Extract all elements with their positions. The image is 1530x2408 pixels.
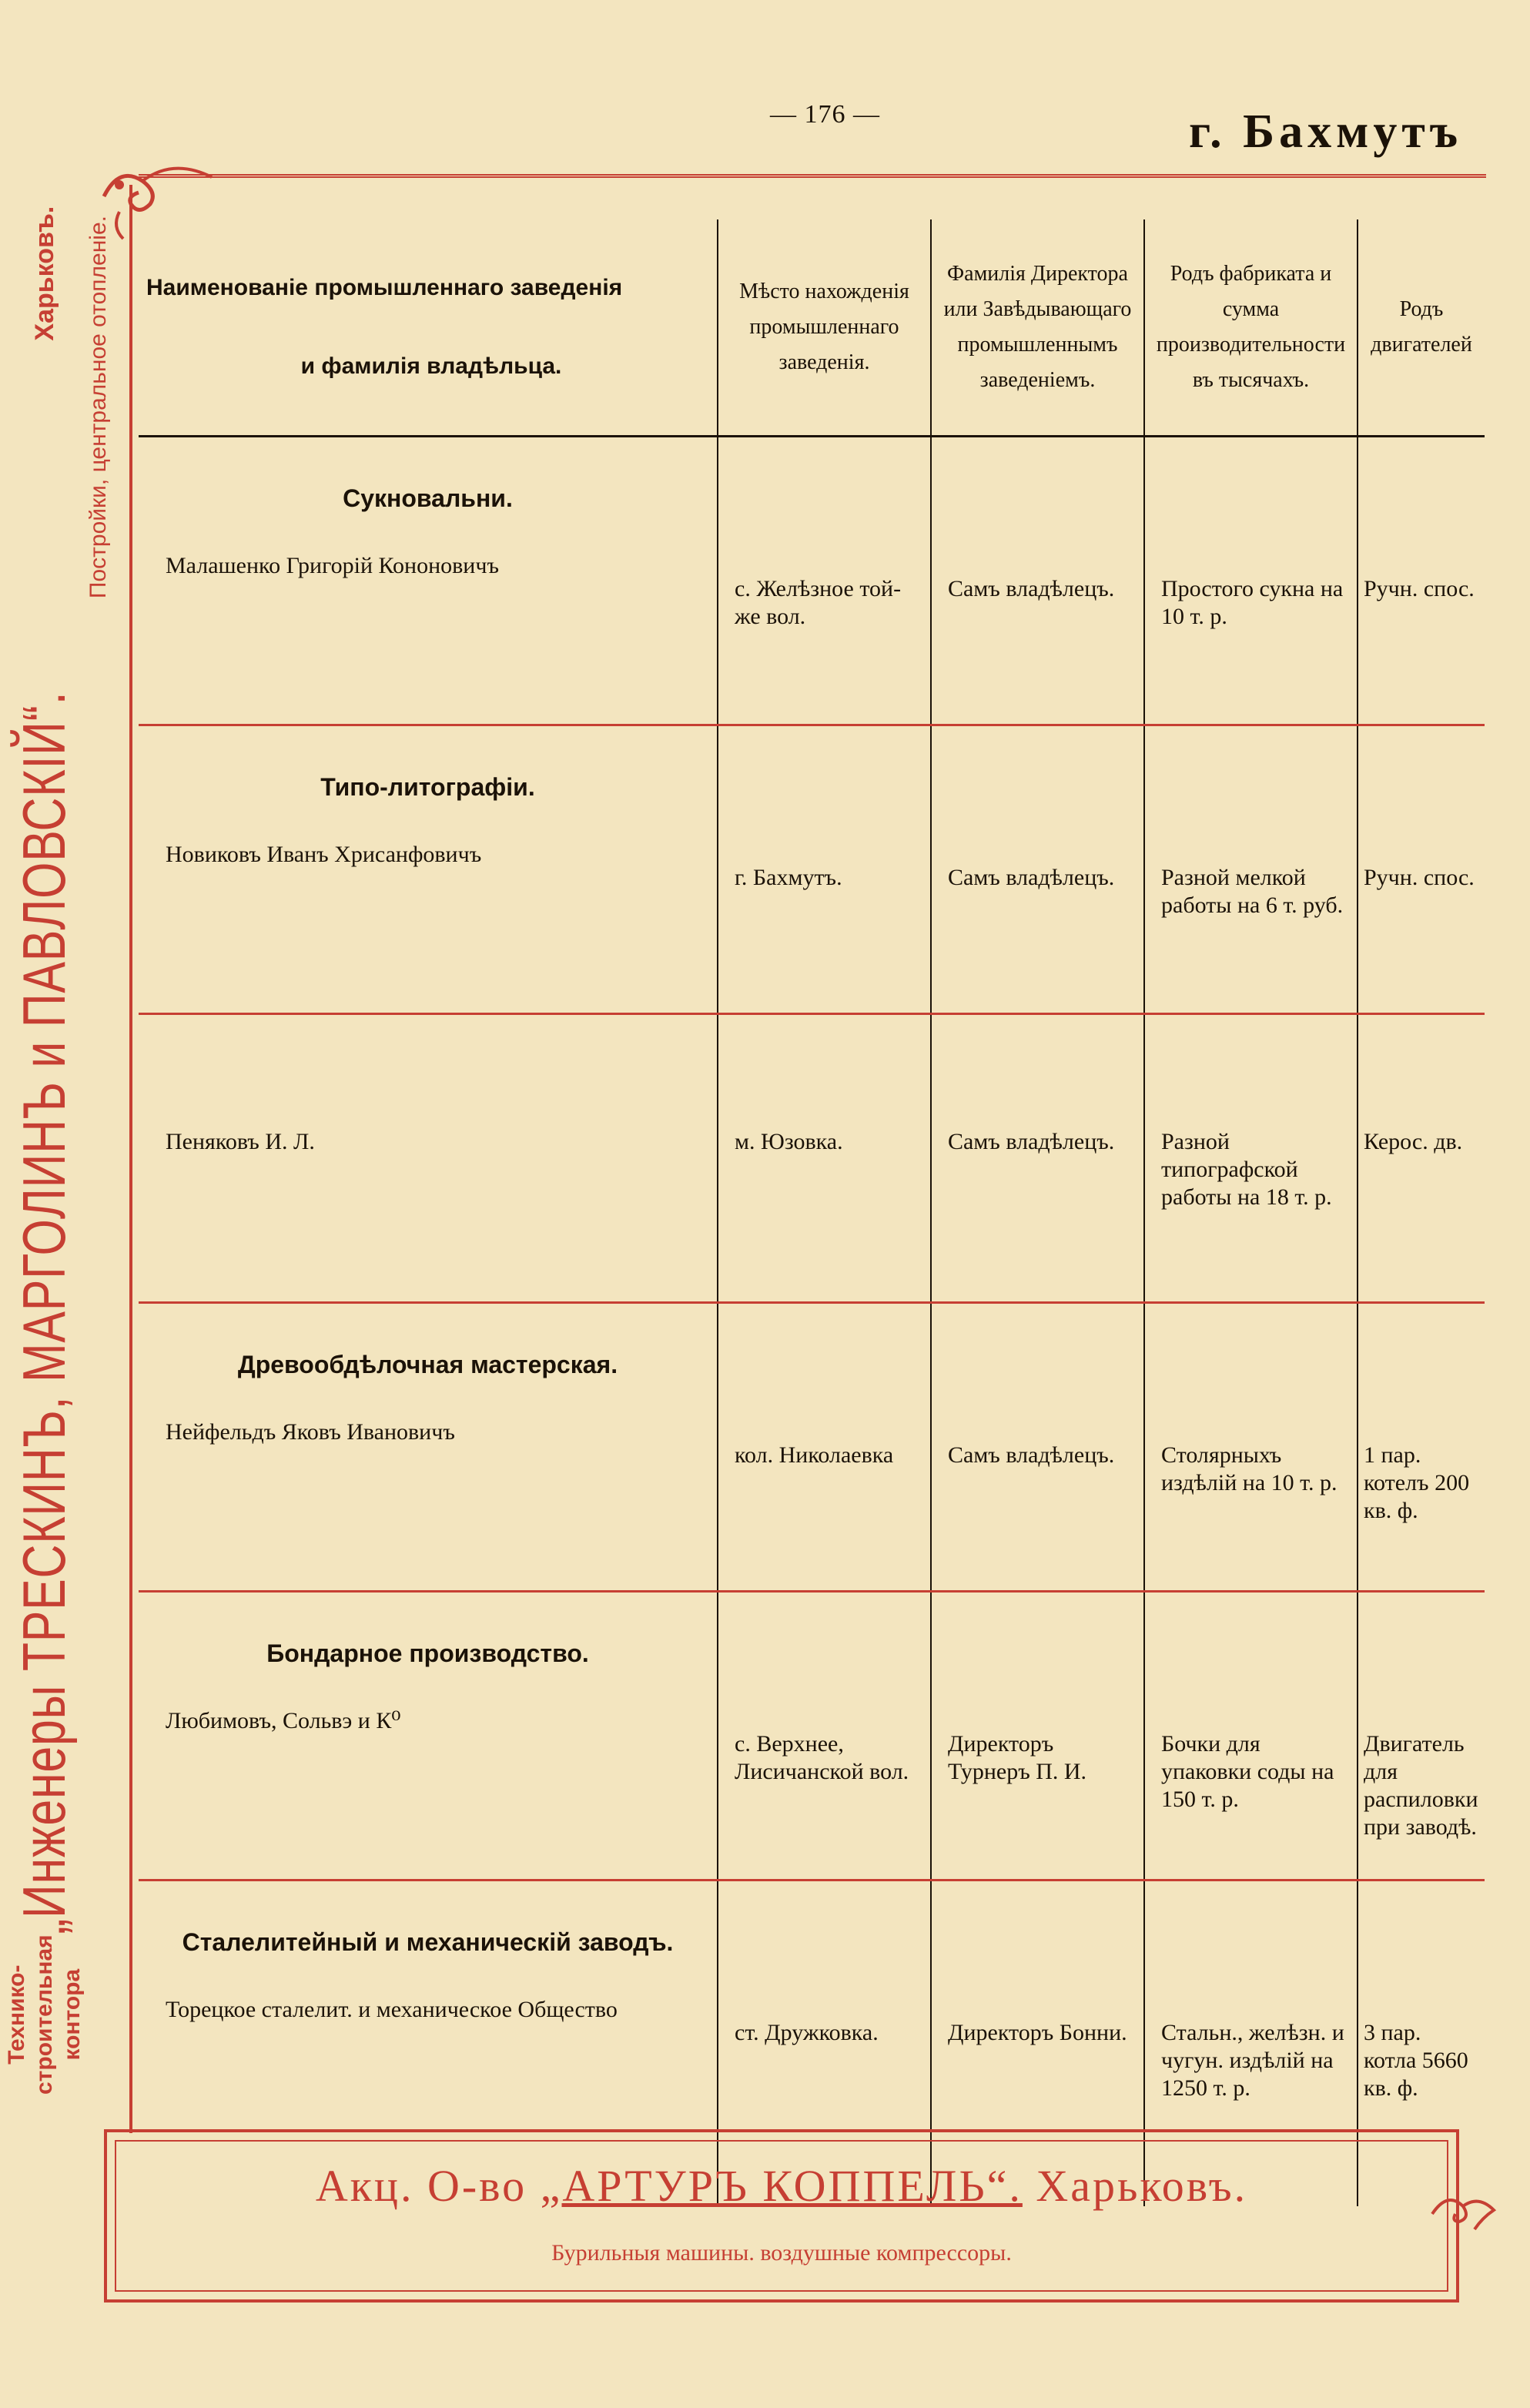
engine-cell: Керос. дв.	[1364, 1129, 1463, 1154]
section-title: Бондарное производство.	[266, 1639, 589, 1667]
director-cell: Директоръ Турнеръ П. И.	[948, 1731, 1087, 1784]
side-advertisement	[3, 206, 116, 2095]
side-ad-city: Харьковъ.	[29, 206, 59, 341]
bottom-ad-products: Бурильныя машины. воздушные компрессоры.	[551, 2240, 1012, 2266]
side-ad-services: Постройки, центральное отопленiе.	[85, 216, 111, 599]
director-cell: Самъ владѣлецъ.	[948, 865, 1115, 890]
engine-cell: Ручн. спос.	[1364, 865, 1475, 890]
side-ad-prefix: Технико-строительная	[3, 1934, 57, 2095]
director-cell: Директоръ Бонни.	[948, 2020, 1127, 2045]
location-cell: кол. Николаевка	[735, 1442, 894, 1468]
product-cell: Разной типографской работы на 18 т. р.	[1161, 1129, 1332, 1210]
header-engine: Родъ двигателей	[1358, 219, 1485, 437]
engine-cell: Двигатель для распиловки при заводѣ.	[1364, 1731, 1478, 1840]
location-cell: м. Юзовка.	[735, 1129, 843, 1154]
bottom-ad-title	[107, 2160, 1456, 2212]
owner-name: Торецкое сталелит. и механическое Общество	[166, 1997, 618, 2022]
location-cell: с. Желѣзное той-же вол.	[735, 576, 902, 629]
director-cell: Самъ владѣлецъ.	[948, 1442, 1115, 1468]
engine-cell: 1 пар. котелъ 200 кв. ф.	[1364, 1442, 1470, 1523]
table-row	[139, 1592, 1485, 1881]
table-row	[139, 1303, 1485, 1592]
section-title: Сталелитейный и механическiй заводъ.	[182, 1928, 674, 1956]
table-header-row	[139, 219, 1485, 437]
side-ad-prefix-2: контора	[59, 1968, 85, 2061]
top-divider	[139, 174, 1486, 178]
bottom-ad-prefix: Акц. О-во	[315, 2161, 527, 2211]
table-row	[139, 437, 1485, 725]
engine-cell: Ручн. спос.	[1364, 576, 1475, 601]
page-number: — 176 —	[770, 100, 880, 129]
location-cell: с. Верхнее, Лисичанской вол.	[735, 1731, 909, 1784]
page-city-heading: г. Бахмутъ	[1189, 105, 1462, 158]
bottom-ad-company: „АРТУРЪ КОППЕЛЬ“.	[540, 2161, 1023, 2211]
director-cell: Самъ владѣлецъ.	[948, 1129, 1115, 1154]
header-name: Наименованiе промышленнаго заведенiя и фамилiя владѣльца.	[139, 219, 718, 437]
product-cell: Столярныхъ издѣлiй на 10 т. р.	[1161, 1442, 1337, 1495]
owner-name: Любимовъ, Сольвэ и К⁰	[166, 1708, 401, 1733]
owner-name: Новиковъ Иванъ Хрисанфовичъ	[166, 842, 482, 867]
product-cell: Простого сукна на 10 т. р.	[1161, 576, 1344, 629]
flourish-ornament-icon	[1428, 2187, 1498, 2245]
location-cell: ст. Дружковка.	[735, 2020, 879, 2045]
bottom-advertisement	[104, 2129, 1459, 2303]
section-title: Типо-литографiи.	[320, 773, 535, 801]
owner-name: Нейфельдъ Яковъ Ивановичъ	[166, 1419, 455, 1445]
owner-name: Малашенко Григорiй Кононовичъ	[166, 553, 499, 578]
bottom-ad-city: Харьковъ.	[1036, 2161, 1248, 2211]
section-title: Сукновальни.	[343, 484, 513, 512]
product-cell: Разной мелкой работы на 6 т. руб.	[1161, 865, 1344, 918]
section-title: Древообдѣлочная мастерская.	[237, 1351, 618, 1378]
side-ad-main: „Инженеры ТРЕСКИНЪ, МАРГОЛИНЪ и ПАВЛОВСКIЙ“.	[10, 691, 78, 1935]
header-location: Мѣсто нахожденiя промышленнаго заведенiя.	[718, 219, 931, 437]
product-cell: Бочки для упаковки соды на 150 т. р.	[1161, 1731, 1334, 1812]
product-cell: Стальн., желѣзн. и чугун. издѣлiй на 1250 т. р.	[1161, 2020, 1344, 2101]
director-cell: Самъ владѣлецъ.	[948, 576, 1115, 601]
location-cell: г. Бахмутъ.	[735, 865, 842, 890]
left-margin-rule	[129, 185, 132, 2133]
owner-name: Пеняковъ И. Л.	[166, 1129, 315, 1154]
industry-table	[139, 219, 1485, 2206]
header-director: Фамилiя Директора или Завѣдывающаго промышленнымъ заведенiемъ.	[931, 219, 1144, 437]
engine-cell: 3 пар. котла 5660 кв. ф.	[1364, 2020, 1468, 2101]
table-row	[139, 1014, 1485, 1303]
header-product: Родъ фабриката и сумма производительности въ тысячахъ.	[1144, 219, 1358, 437]
table-row	[139, 725, 1485, 1014]
